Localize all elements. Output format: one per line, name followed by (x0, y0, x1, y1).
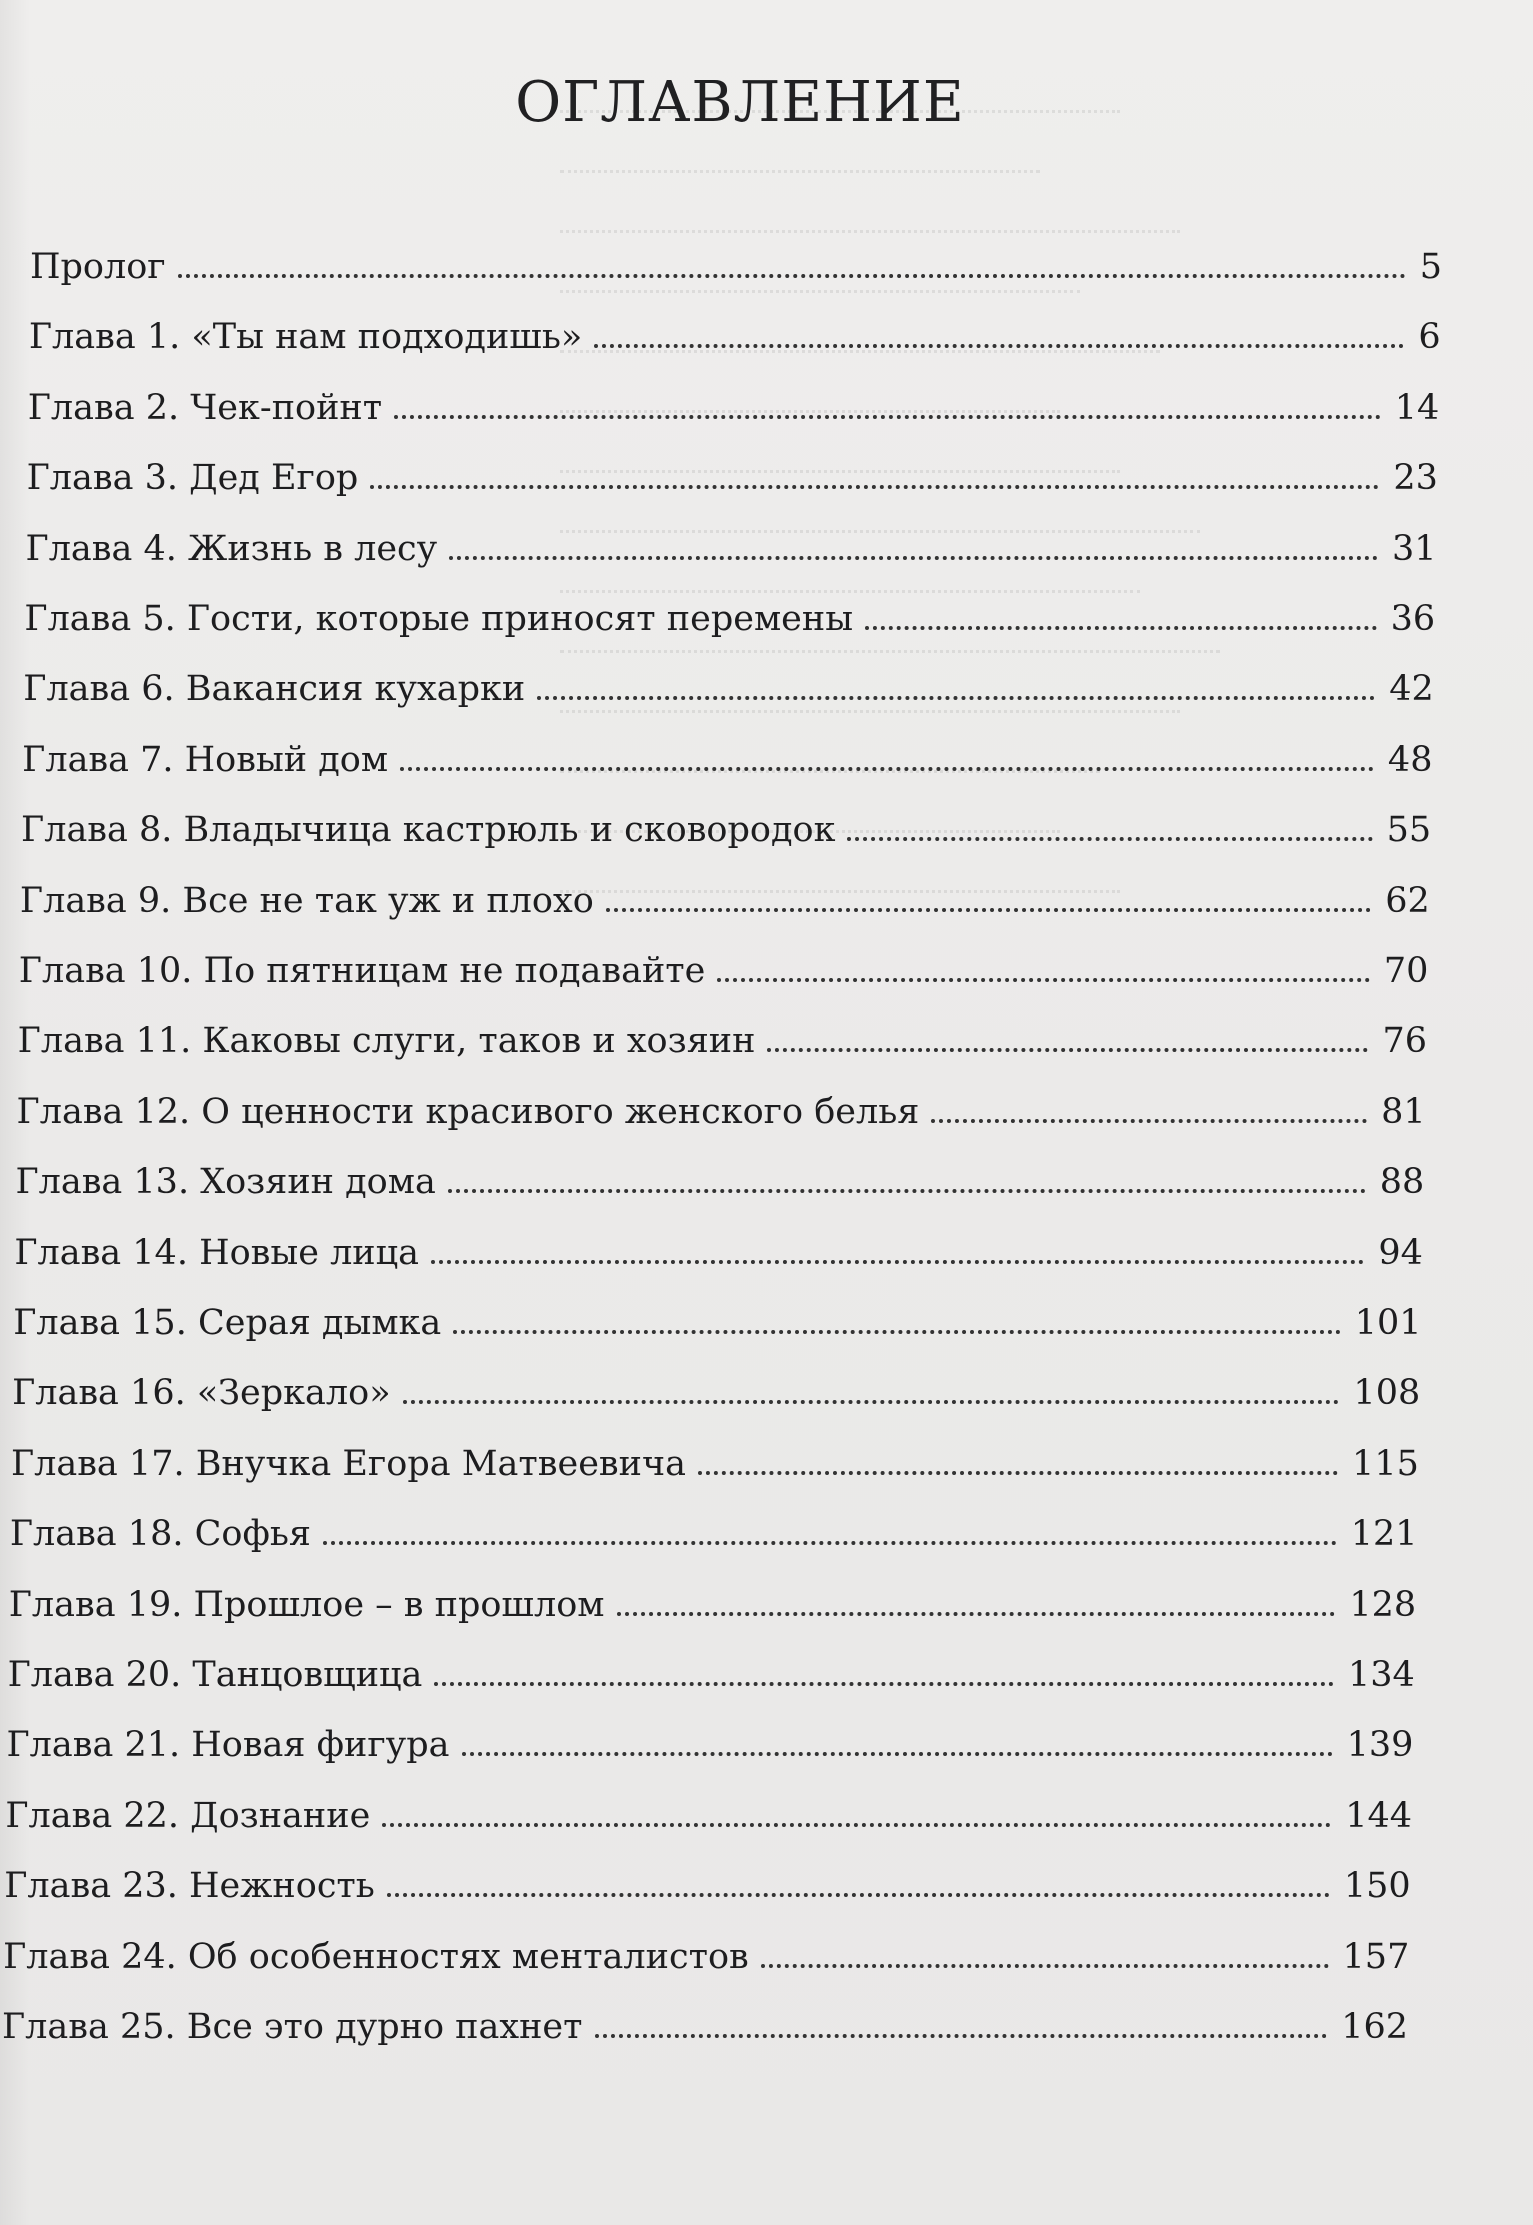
toc-entry (9, 1583, 1416, 1627)
toc-dot-leader (400, 767, 1374, 771)
toc-dot-leader (448, 1189, 1366, 1193)
toc-dot-leader (847, 837, 1372, 841)
toc-dot-leader (761, 1964, 1329, 1968)
toc-entry (17, 1090, 1426, 1134)
toc-dot-leader (931, 1119, 1367, 1123)
toc-entry-label: Глава 5. Гости, которые приносят перемены (24, 599, 854, 639)
toc-entry-label: Глава 9. Все не так уж и плохо (19, 880, 594, 921)
toc-entry-page: 134 (1347, 1655, 1415, 1695)
toc-dot-leader (434, 1682, 1334, 1686)
toc-entry-label: Глава 6. Вакансия кухарки (23, 669, 526, 710)
toc-entry-page: 81 (1381, 1091, 1426, 1132)
toc-entry-label: Глава 3. Дед Егор (26, 458, 359, 499)
toc-entry-label: Глава 13. Хозяин дома (15, 1162, 436, 1203)
toc-entry-page: 76 (1382, 1021, 1428, 1062)
toc-entry-label: Глава 8. Владычица кастрюль и сковородок (21, 810, 836, 851)
toc-entry-page: 6 (1418, 317, 1441, 358)
toc-entry-label: Глава 20. Танцовщица (7, 1655, 423, 1695)
toc-entry (11, 1442, 1419, 1486)
toc-dot-leader (370, 485, 1379, 489)
toc-dot-leader (382, 1823, 1331, 1827)
toc-entry-label: Глава 16. «Зеркало» (12, 1373, 391, 1414)
toc-entry-page: 55 (1386, 810, 1432, 851)
toc-dot-leader (453, 1330, 1340, 1334)
toc-entry (3, 1935, 1409, 1979)
toc-entry (19, 949, 1429, 993)
toc-entry-label: Глава 21. Новая фигура (6, 1725, 450, 1766)
toc-dot-leader (594, 344, 1404, 348)
toc-entry (18, 1019, 1427, 1063)
toc-entry-label: Глава 12. О ценности красивого женского белья (16, 1091, 920, 1132)
toc-entry-page: 94 (1378, 1232, 1423, 1273)
toc-dot-leader (865, 626, 1377, 630)
toc-dot-leader (595, 2034, 1328, 2038)
toc-entry-page: 88 (1379, 1162, 1425, 1203)
toc-dot-leader (403, 1400, 1340, 1404)
toc-dot-leader (767, 1048, 1368, 1052)
toc-dot-leader (449, 556, 1378, 560)
toc-entry-label: Пролог (30, 247, 166, 287)
toc-entry-label: Глава 2. Чек-пойнт (27, 387, 383, 428)
toc-entry-page: 23 (1393, 458, 1438, 499)
toc-dot-leader (387, 1893, 1330, 1897)
toc-entry-page: 144 (1345, 1795, 1413, 1836)
toc-entry-label: Глава 23. Нежность (4, 1866, 375, 1907)
toc-entry-label: Глава 15. Серая дымка (13, 1303, 442, 1343)
toc-dot-leader (178, 274, 1406, 278)
toc-entry (30, 245, 1442, 289)
toc-entry-label: Глава 1. «Ты нам подходишь» (28, 317, 583, 358)
toc-entry-page: 157 (1342, 1936, 1410, 1977)
toc-entry (12, 1371, 1420, 1415)
toc-dot-leader (606, 908, 1371, 912)
toc-dot-leader (717, 978, 1369, 982)
toc-entry-page: 128 (1349, 1584, 1417, 1625)
toc-entry (27, 456, 1438, 500)
toc-entry-page: 36 (1390, 599, 1436, 639)
toc-entry-label: Глава 25. Все это дурно пахнет (2, 2007, 583, 2047)
toc-entry (26, 527, 1437, 571)
toc-entry-label: Глава 18. Софья (9, 1514, 311, 1555)
toc-entry (24, 597, 1435, 641)
toc-entry (4, 1864, 1410, 1908)
toc-entry (13, 1301, 1421, 1345)
toc-entry-label: Глава 24. Об особенностях менталистов (3, 1936, 749, 1977)
toc-entry-page: 108 (1353, 1373, 1421, 1414)
toc-dot-leader (462, 1752, 1333, 1756)
toc-entry-page: 14 (1394, 387, 1440, 428)
toc-entry (29, 315, 1441, 359)
toc-dot-leader (323, 1541, 1337, 1545)
toc-entry-label: Глава 11. Каковы слуги, таков и хозяин (17, 1021, 756, 1062)
toc-entry (22, 738, 1432, 782)
toc-entry-page: 139 (1346, 1725, 1414, 1766)
toc-entry-page: 150 (1343, 1866, 1411, 1907)
toc-entry (2, 2005, 1408, 2049)
toc-entry (28, 386, 1440, 430)
toc-entry-label: Глава 10. По пятницам не подавайте (18, 951, 706, 991)
toc-entry (15, 1160, 1424, 1204)
toc-entry-page: 5 (1419, 247, 1442, 287)
toc-entry (5, 1794, 1412, 1838)
toc-dot-leader (537, 696, 1375, 700)
toc-entry (23, 667, 1434, 711)
toc-dot-leader (617, 1612, 1336, 1616)
toc-entry-page: 70 (1383, 951, 1429, 991)
toc-entry (10, 1512, 1418, 1556)
toc-entry-label: Глава 14. Новые лица (14, 1232, 419, 1273)
toc-entry-page: 42 (1389, 669, 1434, 710)
toc-dot-leader (394, 415, 1381, 419)
toc-entry-label: Глава 17. Внучка Егора Матвеевича (10, 1443, 686, 1484)
toc-entry-page: 62 (1385, 880, 1430, 921)
toc-entry-page: 121 (1350, 1514, 1418, 1555)
toc-entry-page: 48 (1387, 739, 1433, 780)
toc-dot-leader (431, 1260, 1364, 1264)
toc-entry-label: Глава 22. Дознание (5, 1795, 371, 1836)
toc-entry (14, 1231, 1423, 1275)
toc-entry (20, 879, 1430, 923)
toc-entry (6, 1723, 1413, 1767)
toc-entry-label: Глава 4. Жизнь в лесу (25, 528, 438, 569)
toc-entry (21, 808, 1431, 852)
toc-entry (8, 1653, 1415, 1697)
toc-entry-label: Глава 7. Новый дом (22, 739, 389, 780)
toc-entry-page: 31 (1392, 528, 1437, 569)
toc-entry-page: 115 (1352, 1443, 1419, 1484)
toc-title: ОГЛАВЛЕНИЕ (515, 70, 965, 135)
toc-entry-page: 162 (1341, 2007, 1408, 2047)
toc-dot-leader (698, 1471, 1338, 1475)
toc-entry-page: 101 (1354, 1303, 1422, 1343)
toc-entry-label: Глава 19. Прошлое – в прошлом (8, 1584, 605, 1625)
